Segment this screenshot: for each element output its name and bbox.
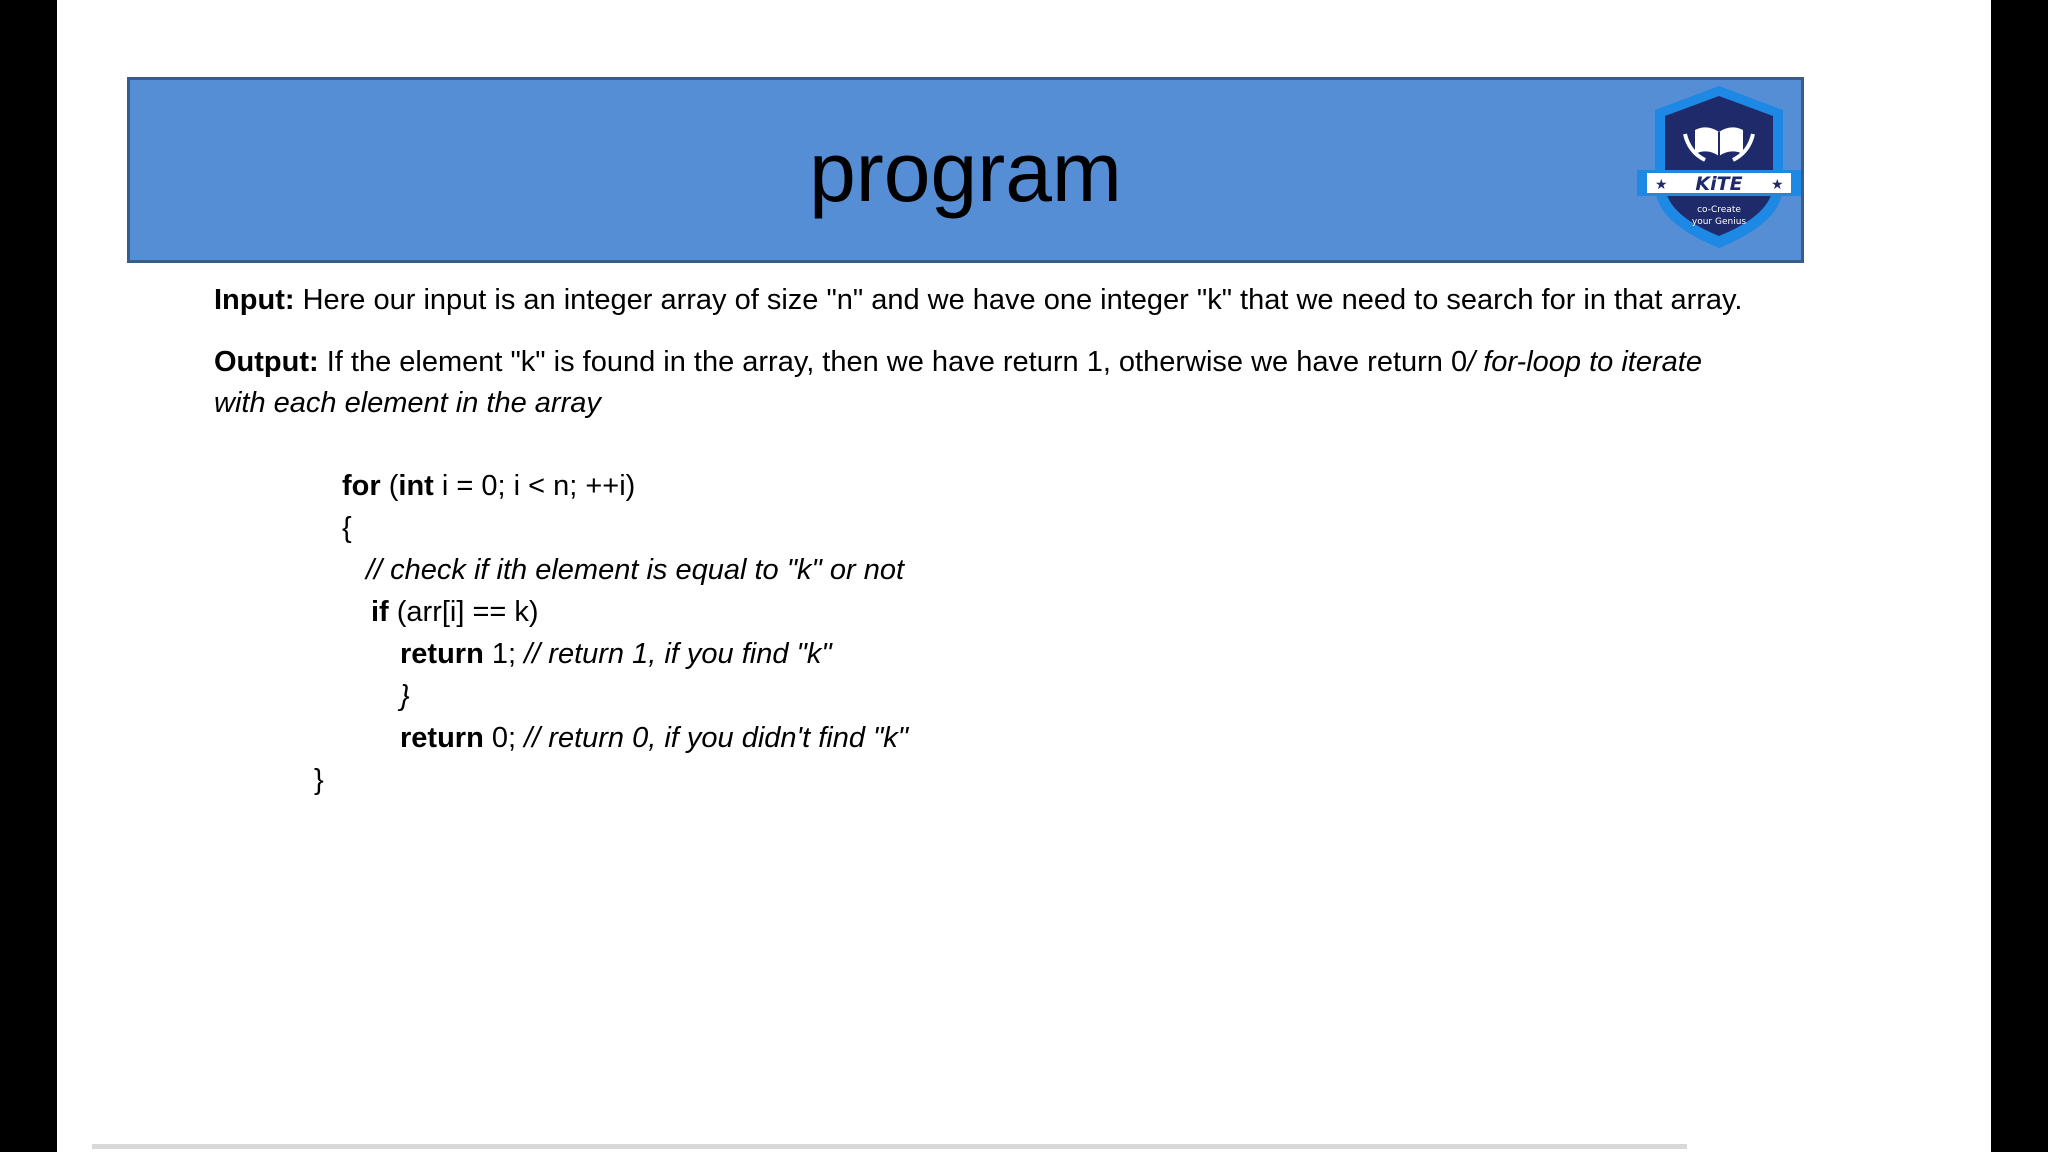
code-line-open-brace: { [342, 512, 352, 544]
code-return-value: 1; [483, 638, 525, 670]
code-paren: ( [380, 470, 399, 502]
output-text: If the element "k" is found in the array, then we have return 1, otherwise we have return 0 [318, 346, 1468, 378]
kite-logo [1633, 82, 1805, 254]
code-line-for [342, 465, 635, 507]
output-italic-tail: / for-loop to iterate with each element in the array [214, 346, 1702, 419]
input-label: Input: [214, 284, 295, 316]
code-for-rest: i = 0; i < n; ++i) [433, 470, 636, 502]
input-text: Here our input is an integer array of size "n" and we have one integer "k" that we need to search for in that array. [294, 284, 1743, 316]
slide-title: program [809, 125, 1122, 219]
logo-tagline-1: co-Create [1697, 205, 1741, 215]
scroll-track [92, 1144, 1687, 1149]
code-comment: // return 1, if you find "k" [524, 638, 832, 670]
keyword-return: return [400, 638, 484, 670]
keyword-if: if [371, 596, 389, 628]
code-return-value: 0; [483, 722, 525, 754]
code-line-return-1 [400, 633, 832, 675]
star-icon: ★ [1771, 177, 1784, 193]
code-if-rest: (arr[i] == k) [388, 596, 539, 628]
output-label: Output: [214, 346, 319, 378]
code-comment: // return 0, if you didn't find "k" [524, 722, 909, 754]
keyword-for: for [342, 470, 381, 502]
keyword-int: int [398, 470, 434, 502]
code-line-if [371, 591, 539, 633]
star-icon: ★ [1655, 177, 1668, 193]
logo-tagline-2: your Genius [1691, 217, 1747, 227]
logo-name: KiTE [1695, 173, 1743, 195]
code-brace: } [400, 680, 410, 712]
code-line-close-brace-inner [400, 675, 410, 717]
code-line-comment [366, 549, 904, 591]
code-line-close-brace: } [314, 764, 324, 796]
code-line-return-0 [400, 717, 908, 759]
code-comment: // check if ith element is equal to "k" or not [366, 554, 905, 586]
keyword-return: return [400, 722, 484, 754]
